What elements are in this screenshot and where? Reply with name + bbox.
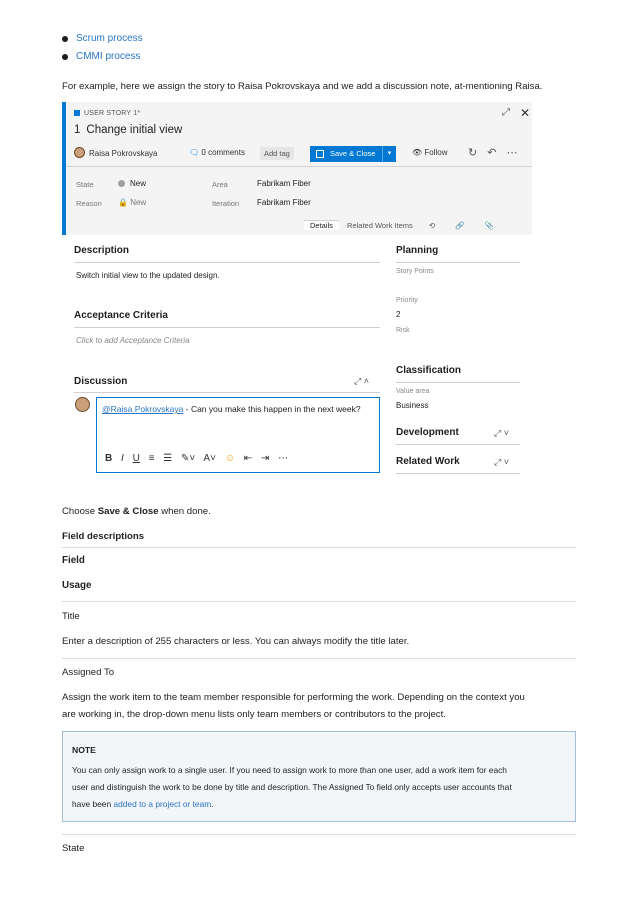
chevron-down-icon[interactable]: ▾ [382, 146, 396, 162]
user-story-icon [74, 110, 80, 116]
discussion-input[interactable]: @Raisa Pokrovskaya - Can you make this happen in the next week? B I U ≡ ☰ ✎˅ A˅ ☺ ⇤ ⇥ ⋯ [96, 397, 380, 473]
scrum-process-link[interactable]: Scrum process [76, 33, 143, 44]
reason-value: 🔒 New [118, 198, 147, 207]
tab-details[interactable]: Details [304, 220, 339, 230]
divider [396, 382, 520, 383]
eye-icon: 👁 [412, 148, 423, 157]
numbered-list-icon[interactable]: ☰ [163, 453, 173, 464]
column-header-field: Field [62, 555, 85, 566]
note-heading: NOTE [72, 745, 96, 755]
process-list [62, 33, 143, 69]
risk-label: Risk [396, 327, 410, 334]
list-item[interactable] [62, 51, 143, 69]
acceptance-criteria-input[interactable]: Click to add Acceptance Criteria [76, 336, 190, 345]
assigned-to-usage-line1: Assign the work item to the team member responsible for performing the work. Depending on the context you [62, 692, 525, 703]
planning-heading: Planning [396, 245, 439, 256]
divider [396, 262, 520, 263]
divider [74, 327, 380, 328]
work-item-type: USER STORY 1* [74, 110, 140, 117]
title-field-link[interactable]: Title [62, 611, 80, 622]
expand-icon[interactable]: ⤢ [502, 107, 510, 118]
expand-icon[interactable]: ⤢ ˅ [494, 428, 509, 438]
work-item-color-bar [62, 102, 66, 235]
outdent-icon[interactable]: ⇤ [243, 453, 253, 464]
save-close-button[interactable]: Save & Close ▾ [310, 146, 396, 162]
cmmi-process-link[interactable]: CMMI process [76, 51, 141, 62]
iteration-value[interactable]: Fabrikam Fiber [257, 198, 311, 207]
discussion-heading: Discussion [74, 376, 128, 387]
more-icon[interactable]: ⋯ [278, 453, 289, 464]
state-value[interactable]: New [118, 179, 146, 188]
note-box [62, 731, 576, 822]
title-usage: Enter a description of 255 characters or less. You can always modify the title later. [62, 636, 410, 647]
comment-icon: 🗨 [189, 148, 200, 157]
assigned-to-usage-line2: are working in, the drop-down menu lists only team members or contributors to the project. [62, 709, 446, 720]
save-icon [316, 150, 324, 158]
avatar [74, 147, 85, 158]
divider [396, 444, 520, 445]
divider [66, 166, 532, 167]
area-label: Area [212, 180, 228, 189]
state-dot-icon [118, 180, 125, 187]
divider [74, 262, 380, 263]
tab-bar [304, 216, 494, 235]
work-item-form [62, 102, 538, 480]
indent-icon[interactable]: ⇥ [260, 453, 270, 464]
choose-paragraph: Choose Save & Close when done. [62, 506, 211, 517]
description-text[interactable]: Switch initial view to the updated design. [76, 271, 220, 280]
expand-icon[interactable]: ⤢ ˄ [354, 376, 369, 386]
divider [62, 547, 576, 548]
close-icon[interactable]: ✕ [520, 106, 531, 120]
column-header-usage: Usage [62, 580, 92, 591]
link-icon[interactable]: 🔗 [455, 221, 465, 230]
list-item[interactable] [62, 33, 143, 51]
emoji-icon[interactable]: ☺ [224, 453, 235, 464]
history-icon[interactable]: ⟲ [428, 221, 436, 230]
priority-label: Priority [396, 297, 418, 304]
classification-heading: Classification [396, 365, 462, 376]
work-item-title[interactable]: 1 Change initial view [74, 124, 183, 136]
added-to-project-link[interactable]: added to a project or team [113, 799, 212, 809]
comments-count[interactable]: 🗨 0 comments [189, 148, 245, 157]
divider [396, 473, 520, 474]
more-icon[interactable]: ⋯ [506, 147, 528, 159]
value-area-label: Value area [396, 388, 430, 395]
note-text: You can only assign work to a single user. If you need to assign work to more than one user, add a work item for each user and distinguish the work to be done by title and description. The Assigned To field only accepts user accounts that have been added to a project or team. [72, 765, 512, 809]
highlight-icon[interactable]: ✎˅ [180, 453, 196, 464]
add-tag-button[interactable]: Add tag [260, 147, 294, 160]
underline-icon[interactable]: U [132, 453, 140, 464]
divider [62, 658, 576, 659]
list-icon[interactable]: ≡ [148, 453, 155, 464]
refresh-icon[interactable]: ↻ [468, 147, 488, 159]
state-label: State [76, 180, 94, 189]
bold-icon[interactable]: B [105, 453, 113, 464]
divider [74, 392, 380, 393]
tab-related-work-items[interactable]: Related Work Items [347, 221, 413, 230]
assigned-to-field-link[interactable]: Assigned To [62, 667, 115, 678]
formatting-toolbar [105, 453, 288, 464]
italic-icon[interactable]: I [121, 453, 124, 464]
mention-link[interactable]: @Raisa Pokrovskaya [102, 404, 184, 414]
story-points-label: Story Points [396, 268, 434, 275]
divider [62, 834, 576, 835]
development-heading: Development [396, 427, 459, 438]
area-value[interactable]: Fabrikam Fiber [257, 179, 311, 188]
assigned-to-field[interactable]: Raisa Pokrovskaya [74, 147, 157, 163]
font-color-icon[interactable]: A˅ [203, 453, 216, 464]
divider [62, 601, 576, 602]
toolbar-icons [468, 146, 527, 159]
priority-value[interactable]: 2 [396, 310, 401, 319]
intro-paragraph: For example, here we assign the story to Raisa Pokrovskaya and we add a discussion note, at-mentioning Raisa. [62, 81, 543, 92]
iteration-label: Iteration [212, 199, 240, 208]
acceptance-criteria-heading: Acceptance Criteria [74, 310, 168, 321]
value-area-value[interactable]: Business [396, 401, 429, 410]
related-work-heading: Related Work [396, 456, 460, 467]
field-descriptions-heading: Field descriptions [62, 531, 145, 542]
follow-button[interactable]: 👁 Follow [412, 148, 448, 157]
reason-label: Reason [76, 199, 102, 208]
description-heading: Description [74, 245, 130, 256]
undo-icon[interactable]: ↶ [487, 147, 507, 159]
state-field-link[interactable]: State [62, 843, 85, 854]
expand-icon[interactable]: ⤢ ˅ [494, 457, 509, 467]
avatar [75, 397, 90, 412]
attachment-icon[interactable]: 📎 [484, 221, 495, 230]
lock-icon: 🔒 [118, 198, 128, 207]
